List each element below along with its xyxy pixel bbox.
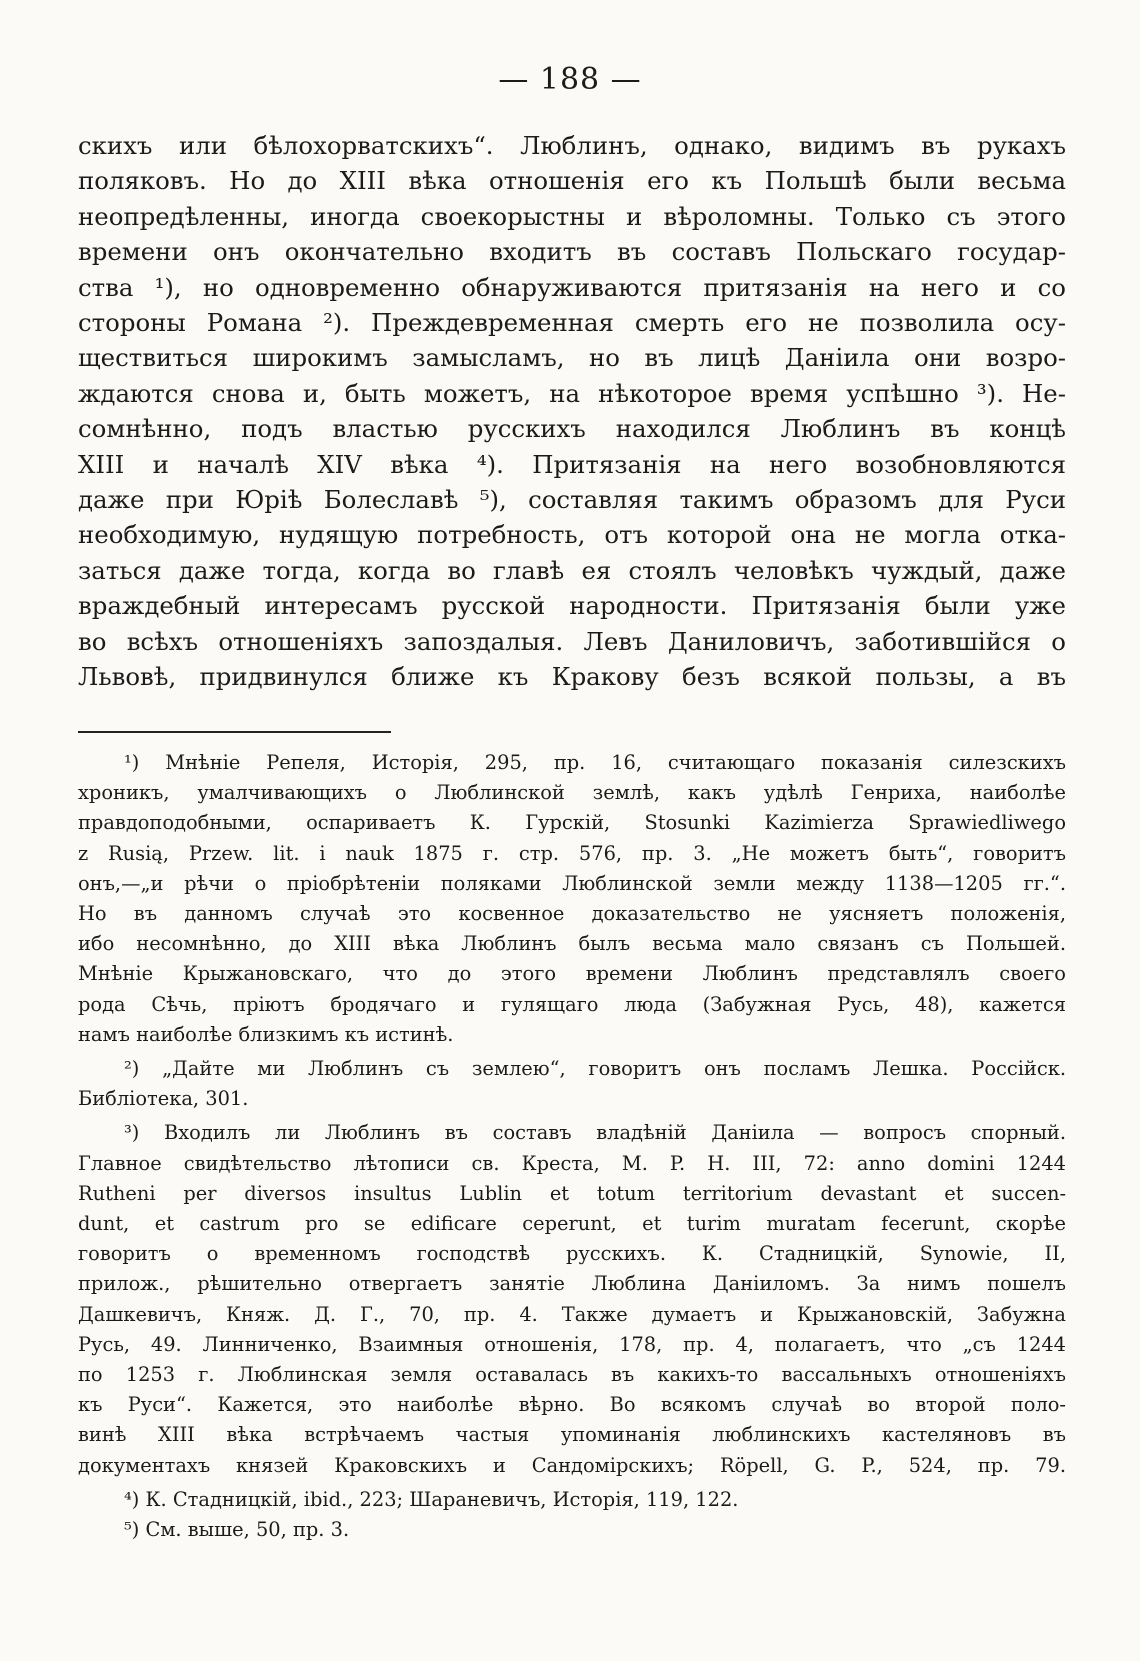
footnote-line: ²) „Дайте ми Люблинъ съ землею“, говоритъ онъ посламъ Лешка. Россійск. (124, 1057, 1066, 1081)
footnote-divider (78, 731, 391, 733)
footnote-marker: ⁴) (124, 1487, 140, 1511)
text-line: ства ¹), но одновременно обнаруживаются притязанія на него и со (78, 272, 1066, 302)
footnote-line: Дашкевичъ, Княж. Д. Г., 70, пр. 4. Также думаетъ и Крыжановскій, Забужна (78, 1302, 1066, 1326)
text-line: ждаются снова и, быть можетъ, на нѣкоторое время успѣшно ³). Не- (78, 378, 1066, 408)
footnote-line: Библіотека, 301. (78, 1087, 249, 1111)
text-line: заться даже тогда, когда во главѣ ея стоялъ человѣкъ чуждый, даже (78, 555, 1066, 585)
footnote-line: къ Руси“. Кажется, это наиболѣе вѣрно. Во всякомъ случаѣ во второй поло- (78, 1393, 1066, 1417)
text-line: ществиться широкимъ замысламъ, но въ лицѣ Даніила они возро- (78, 343, 1066, 373)
text-line: необходимую, нудящую потребность, отъ которой она не могла отка- (78, 520, 1066, 550)
footnote-marker: ²) (124, 1057, 140, 1081)
footnote-line: ³) Входилъ ли Люблинъ въ составъ владѣній Даніила — вопросъ спорный. (124, 1121, 1066, 1145)
footnote-2 (78, 1054, 1066, 1114)
footnotes (78, 748, 1066, 1545)
footnote-line: Rutheni per diversos insultus Lublin et totum territorium devastant et succen- (78, 1181, 1066, 1205)
footnote-line: ¹) Мнѣніе Репеля, Исторія, 295, пр. 16, считающаго показанія силезскихъ (124, 751, 1066, 774)
text-line: поляковъ. Но до XIII вѣка отношенія его къ Польшѣ были весьма (78, 166, 1066, 196)
page-number: — 188 — (498, 62, 642, 97)
footnote-line: dunt, et castrum pro se edificare ceperunt, et turim muratam fecerunt, скорѣе (78, 1212, 1066, 1236)
footnote-line: хроникъ, умалчивающихъ о Люблинской землѣ, какъ удѣлѣ Генриха, наиболѣе (78, 781, 1066, 805)
footnote-line: правдоподобными, оспариваетъ К. Гурскій, Stosunki Kazimierza Sprawiedliwego (78, 811, 1066, 835)
footnote-4 (78, 1485, 1066, 1515)
footnote-line: ибо несомнѣнно, до XIII вѣка Люблинъ былъ весьма мало связанъ съ Польшей. (78, 932, 1066, 956)
text-line: враждебный интересамъ русской народности. Притязанія были уже (78, 591, 1066, 621)
footnote-line: Мнѣніе Крыжановскаго, что до этого времени Люблинъ представлялъ своего (78, 962, 1066, 986)
text-line: стороны Романа ²). Преждевременная смерть его не позволила осу- (78, 308, 1066, 338)
footnote-line: прилож., рѣшительно отвергаетъ занятіе Люблина Даніиломъ. За нимъ пошелъ (78, 1272, 1066, 1296)
body-text (78, 128, 1066, 695)
footnote-marker: ³) (124, 1121, 140, 1145)
text-line: сомнѣнно, подъ властью русскихъ находился Люблинъ въ концѣ (78, 414, 1066, 444)
text-line: XIII и началѣ XIV вѣка ⁴). Притязанія на него возобновляются (78, 449, 1066, 479)
footnote-3 (78, 1118, 1066, 1480)
footnote-1 (78, 748, 1066, 1050)
footnote-line: винѣ XIII вѣка встрѣчаемъ частыя упоминанія люблинскихъ кастеляновъ въ (78, 1423, 1066, 1447)
footnote-line: Главное свидѣтельство лѣтописи св. Креста, M. P. H. III, 72: anno domini 1244 (78, 1151, 1066, 1175)
footnote-line: говоритъ о временномъ господствѣ русскихъ. К. Стадницкій, Synowie, II, (78, 1242, 1066, 1266)
footnote-line: z Rusią, Przew. lit. i nauk 1875 г. стр. 576, пр. 3. „Не можетъ быть“, говоритъ (78, 841, 1066, 865)
footnote-line: по 1253 г. Люблинская земля оставалась въ какихъ-то вассальныхъ отношеніяхъ (78, 1363, 1066, 1387)
footnote-line: рода Сѣчь, пріютъ бродячаго и гулящаго люда (Забужная Русь, 48), кажется (78, 992, 1066, 1016)
footnote-line: ⁵) См. выше, 50, пр. 3. (124, 1518, 350, 1542)
footnote-line: Но въ данномъ случаѣ это косвенное доказательство не уясняетъ положенія, (78, 902, 1066, 926)
text-line: Львовѣ, придвинулся ближе къ Кракову безъ всякой пользы, а въ (78, 662, 1066, 692)
text-line: времени онъ окончательно входитъ въ составъ Польскаго государ- (78, 237, 1066, 267)
text-line: скихъ или бѣлохорватскихъ“. Люблинъ, однако, видимъ въ рукахъ (78, 131, 1066, 160)
text-line: неопредѣленны, иногда своекорыстны и вѣроломны. Только съ этого (78, 201, 1066, 231)
footnote-marker: ⁵) (124, 1518, 140, 1542)
footnote-line: намъ наиболѣе близкимъ къ истинѣ. (78, 1022, 454, 1046)
footnote-5 (78, 1515, 1066, 1545)
footnote-line: Русь, 49. Линниченко, Взаимныя отношенія, 178, пр. 4, полагаетъ, что „съ 1244 (78, 1332, 1066, 1356)
footnote-line: онъ,—„и рѣчи о пріобрѣтеніи поляками Люблинской земли между 1138—1205 гг.“. (78, 871, 1066, 895)
footnote-marker: ¹) (124, 751, 140, 774)
footnote-line: документахъ князей Краковскихъ и Сандомірскихъ; Röpell, G. P., 524, пр. 79. (78, 1453, 1066, 1477)
text-line: даже при Юріѣ Болеславѣ ⁵), составляя такимъ образомъ для Руси (78, 485, 1066, 515)
text-line: во всѣхъ отношеніяхъ запоздалыя. Левъ Даниловичъ, заботившійся о (78, 626, 1066, 656)
footnote-line: ⁴) К. Стадницкій, ibid., 223; Шараневичъ, Исторія, 119, 122. (124, 1487, 739, 1511)
